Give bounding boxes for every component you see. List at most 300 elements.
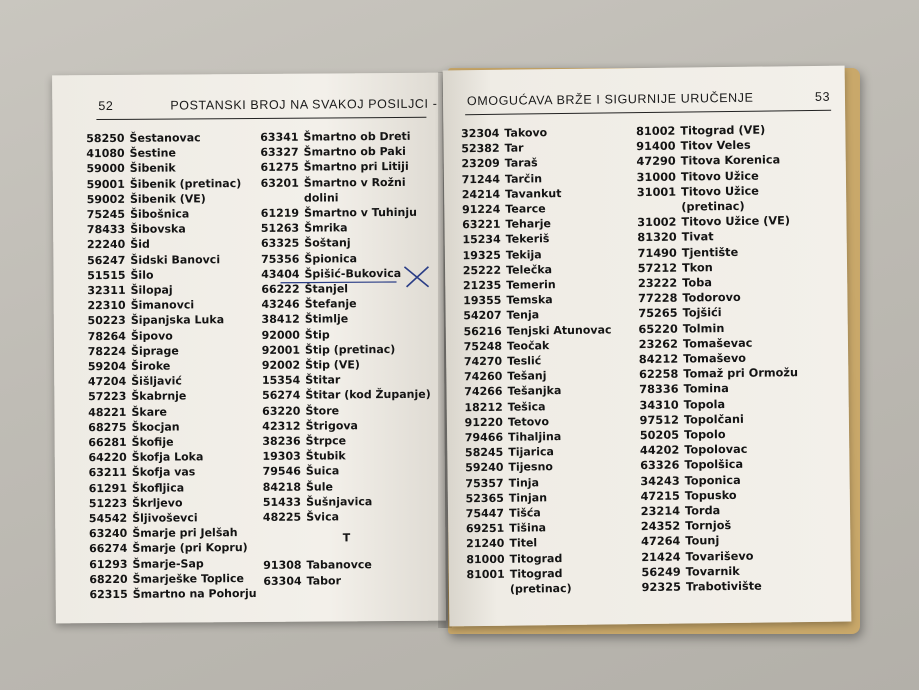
- postal-code: 68275: [88, 420, 127, 434]
- postal-code: [465, 582, 505, 598]
- postal-code: 92325: [641, 580, 682, 595]
- postal-code: 54542: [88, 511, 128, 526]
- postal-code: 63326: [640, 459, 680, 473]
- postal-code: 31002: [637, 215, 677, 230]
- postal-code: 75356: [261, 252, 300, 266]
- postal-code: 19303: [262, 449, 301, 464]
- postal-code: 61293: [89, 557, 128, 571]
- place-name: Toponica: [684, 473, 741, 488]
- place-name: Tišina: [509, 521, 547, 535]
- list-item: [87, 480, 256, 496]
- place-name: (pretinac): [681, 199, 745, 214]
- list-item: [87, 525, 256, 541]
- postal-code: 18212: [464, 400, 503, 414]
- postal-code: 25222: [462, 263, 502, 278]
- place-name: Teharje: [505, 217, 552, 231]
- place-name: Trabotivište: [685, 579, 762, 594]
- place-name: Tetovo: [507, 415, 550, 429]
- place-name: Titograd: [509, 551, 563, 566]
- list-item: [84, 130, 253, 146]
- place-name: Temska: [506, 293, 553, 307]
- postal-code: 22310: [87, 299, 126, 313]
- postal-code: 22240: [86, 238, 126, 252]
- postal-code: 52382: [461, 141, 500, 156]
- list-item: [260, 342, 430, 358]
- list-item: [87, 510, 256, 526]
- place-name: Štrpce: [305, 434, 347, 448]
- place-name: Tenja: [506, 308, 540, 323]
- postal-code: 75265: [638, 307, 678, 321]
- place-name: Šibenik (VE): [129, 192, 206, 206]
- section-letter: T: [342, 531, 351, 545]
- place-name: Štanjel: [304, 282, 349, 296]
- left-page: [52, 73, 446, 624]
- postal-code: 91400: [636, 139, 676, 154]
- place-name: Šmartno ob Dreti: [303, 129, 411, 144]
- place-name: Šmartno v Rožni: [303, 175, 406, 190]
- postal-code: 63341: [260, 130, 299, 144]
- postal-code: 84212: [638, 352, 679, 367]
- place-name: Šipanjska Luka: [130, 313, 225, 328]
- left-page-header: POSTANSKI BROJ NA SVAKOJ POSILJCI -: [170, 96, 438, 113]
- postal-code: 63327: [260, 145, 299, 160]
- place-name: Tešanjka: [507, 384, 562, 399]
- list-item: [460, 200, 610, 217]
- place-name: Šimanovci: [130, 298, 195, 313]
- list-item: [463, 398, 613, 415]
- postal-code: 24214: [461, 187, 501, 202]
- postal-code: 31000: [636, 170, 677, 184]
- left-page-number: 52: [98, 98, 114, 114]
- list-item: [86, 358, 255, 374]
- place-name: Štitar: [305, 373, 341, 387]
- postal-code: 21240: [466, 537, 505, 551]
- list-item: [260, 311, 430, 327]
- postal-code: 81002: [635, 124, 676, 139]
- postal-code: 81320: [637, 231, 677, 245]
- place-name: Tekeriš: [505, 232, 550, 247]
- list-item: [86, 328, 255, 344]
- postal-code: 42312: [262, 419, 301, 433]
- place-name: Šišljavić: [131, 374, 182, 389]
- place-name: Tomina: [683, 382, 729, 397]
- place-name: Špionica: [304, 251, 358, 266]
- place-name: Tearce: [505, 202, 546, 216]
- place-name: Tounj: [685, 534, 720, 549]
- postal-code: 92000: [261, 328, 300, 342]
- place-name: Štefanje: [304, 297, 357, 311]
- place-name: Šuica: [305, 464, 340, 479]
- postal-code: 32311: [87, 283, 126, 298]
- postal-code: 66222: [261, 282, 300, 296]
- place-name: Škabrnje: [131, 389, 187, 404]
- place-name: Tešanj: [507, 369, 547, 383]
- postal-code: 23222: [637, 276, 678, 291]
- postal-code: 56274: [262, 389, 301, 403]
- place-name: Šibošnica: [130, 207, 190, 221]
- postal-code: 63304: [263, 574, 302, 588]
- place-name: Tovariševo: [685, 549, 754, 564]
- list-item: [460, 155, 610, 172]
- place-name: Tarčin: [504, 171, 543, 186]
- postal-code: 59240: [465, 461, 504, 475]
- list-item: [260, 326, 430, 342]
- place-name: Tolmin: [682, 321, 725, 336]
- postal-code: 77228: [638, 291, 678, 306]
- place-name: Titovo Užice (VE): [681, 214, 791, 229]
- postal-code: 47264: [641, 535, 681, 549]
- postal-code: 38236: [262, 434, 301, 448]
- list-item: [85, 236, 254, 252]
- place-name: Titovo Užice: [680, 169, 759, 184]
- postal-code: 48221: [88, 405, 127, 419]
- place-name: dolini: [303, 191, 339, 205]
- place-name: Štimlje: [304, 312, 349, 327]
- list-item: [85, 145, 254, 161]
- left-column-1: [84, 130, 256, 602]
- list-item: [261, 463, 431, 479]
- place-name: Titovo Užice: [681, 184, 759, 199]
- place-name: Tenjski Atunovac: [506, 323, 612, 338]
- right-column-2: [635, 122, 800, 595]
- right-header-rule: [465, 110, 831, 115]
- left-column-2: [258, 129, 432, 589]
- place-name: Šmarje (pri Kopru): [132, 541, 248, 556]
- place-name: Topolovac: [684, 443, 748, 457]
- postal-code: 79466: [464, 430, 504, 445]
- list-item: [86, 343, 255, 359]
- postal-code: 44202: [639, 443, 680, 458]
- list-item: [86, 373, 255, 389]
- postal-code: 43246: [261, 297, 300, 312]
- postal-code: 63221: [462, 217, 501, 232]
- place-name: Tijesno: [508, 460, 554, 475]
- right-page: [443, 66, 852, 627]
- list-item: [636, 153, 796, 170]
- postal-code: 71244: [461, 172, 501, 186]
- list-item: [86, 388, 255, 404]
- place-name: Šmarje pri Jelšah: [132, 526, 238, 541]
- place-name: Tornjoš: [685, 519, 732, 533]
- postal-code: 71490: [637, 246, 677, 260]
- list-item: [87, 464, 256, 480]
- postal-code: 56247: [87, 253, 126, 267]
- place-name: Temerin: [506, 278, 556, 292]
- place-name: Tkon: [681, 261, 713, 275]
- list-item: [88, 571, 257, 587]
- list-item: [85, 206, 254, 222]
- list-item: [85, 252, 254, 268]
- place-name: Tabanovce: [306, 558, 372, 573]
- postal-code: 59204: [87, 359, 127, 374]
- place-name: Šidski Banovci: [130, 252, 221, 267]
- postal-code: 92001: [261, 343, 301, 357]
- place-name: Tomaševo: [683, 351, 747, 366]
- postal-code: 63325: [260, 237, 300, 251]
- postal-code: 69251: [465, 522, 505, 536]
- place-name: Švica: [306, 510, 340, 524]
- place-name: Škofije: [131, 435, 174, 449]
- postal-code: 59002: [86, 192, 126, 206]
- place-name: Toba: [682, 276, 712, 290]
- place-name: Tabor: [306, 574, 342, 588]
- place-name: Škofljica: [131, 481, 185, 495]
- postal-code: 41080: [86, 147, 125, 161]
- postal-code: 63220: [262, 404, 301, 418]
- list-item: [260, 402, 430, 418]
- place-name: Tišća: [508, 506, 541, 520]
- place-name: Šmartno v Tuhinju: [304, 205, 417, 220]
- place-name: Tojšići: [682, 306, 722, 320]
- place-name: Todorovo: [682, 291, 741, 305]
- place-name: Šmartno pri Litiji: [303, 160, 409, 175]
- postal-code: 61219: [260, 206, 300, 220]
- place-name: Škofja vas: [131, 465, 196, 480]
- list-item: [261, 494, 431, 510]
- postal-code: 59001: [86, 177, 125, 191]
- list-item: [88, 586, 257, 602]
- place-name: Topolčani: [683, 412, 744, 427]
- postal-code: 57212: [637, 261, 678, 275]
- postal-code: 32304: [461, 126, 500, 141]
- postal-code: 52365: [465, 491, 504, 506]
- place-name: Teočak: [506, 339, 550, 353]
- postal-code: 51515: [87, 268, 126, 282]
- place-name: Štore: [305, 404, 340, 418]
- place-name: Telečka: [505, 262, 553, 277]
- left-header-rule: [96, 117, 426, 120]
- list-item: [260, 372, 430, 388]
- underline-mark: [281, 282, 397, 283]
- postal-code: 51263: [260, 221, 300, 236]
- list-item: [465, 581, 615, 598]
- place-name: Topolo: [684, 428, 726, 442]
- postal-code: 31001: [636, 185, 677, 199]
- place-name: Štip (VE): [305, 358, 360, 372]
- place-name: Šilo: [130, 268, 154, 282]
- postal-code: 48225: [262, 510, 302, 524]
- place-name: Tekija: [505, 247, 542, 262]
- place-name: Škocjan: [131, 420, 180, 434]
- place-name: Tinjan: [508, 491, 548, 505]
- postal-code: 75357: [465, 476, 504, 490]
- place-name: Titov Veles: [680, 138, 751, 153]
- list-item: [87, 540, 256, 556]
- postal-code: 23262: [638, 337, 679, 351]
- postal-code: 19325: [462, 248, 501, 262]
- postal-code: 81000: [466, 552, 505, 566]
- list-item: [259, 205, 429, 221]
- postal-code: 58245: [464, 446, 504, 460]
- place-name: Tivat: [681, 230, 714, 244]
- postal-code: 24352: [640, 519, 681, 534]
- place-name: Špišić-Bukovica: [304, 266, 402, 281]
- place-name: Topusko: [684, 488, 737, 503]
- postal-code: 79546: [262, 465, 301, 479]
- place-name: Šule: [305, 480, 333, 494]
- list-item: [86, 312, 255, 328]
- place-name: Šestanovac: [129, 131, 201, 145]
- place-name: Titel: [509, 536, 538, 551]
- postal-code: 62258: [638, 367, 679, 382]
- list-item: [260, 296, 430, 312]
- place-name: Topola: [683, 397, 726, 412]
- list-item: [258, 129, 428, 145]
- place-name: Šmarje-Sap: [132, 557, 204, 571]
- list-item: [462, 322, 612, 339]
- list-item: [259, 144, 429, 160]
- postal-code: 78336: [639, 383, 679, 397]
- postal-code: 34310: [639, 398, 679, 412]
- list-item: [259, 174, 429, 190]
- postal-code: 64220: [88, 451, 127, 465]
- place-name: Topolšica: [684, 458, 744, 473]
- list-item: [463, 413, 613, 430]
- postal-code: 56216: [463, 324, 502, 338]
- postal-code: 66274: [89, 542, 128, 556]
- postal-code: 51433: [262, 495, 302, 509]
- list-item: [638, 365, 798, 382]
- list-item: [262, 572, 432, 588]
- place-name: Šiprage: [130, 344, 179, 358]
- postal-code: 23209: [461, 157, 500, 171]
- place-name: Štubik: [305, 449, 346, 463]
- place-name: Tijarica: [508, 445, 554, 459]
- postal-code: 91308: [263, 559, 302, 573]
- list-item: [87, 495, 256, 511]
- postal-code: 91224: [461, 202, 501, 217]
- right-column-1: [459, 124, 614, 597]
- place-name: Tešica: [507, 399, 546, 414]
- postal-code: 81001: [466, 567, 505, 582]
- list-item: [259, 235, 429, 251]
- postal-code: 47215: [640, 489, 680, 503]
- postal-code: 65220: [638, 322, 678, 336]
- postal-code: 66281: [88, 435, 127, 450]
- place-name: Škrljevo: [132, 496, 183, 510]
- right-page-header: OMOGUĆAVA BRŽE I SIGURNIJE URUČENJE: [466, 90, 754, 109]
- place-name: Štip: [304, 328, 330, 342]
- place-name: Šestine: [129, 146, 176, 161]
- postal-code: 74260: [464, 370, 503, 384]
- postal-code: 78264: [87, 329, 126, 343]
- list-item: [86, 297, 255, 313]
- place-name: (pretinac): [509, 582, 572, 596]
- postal-code: 63211: [88, 466, 127, 480]
- postal-code: 54207: [463, 309, 502, 323]
- place-name: Šmarješke Toplice: [132, 571, 244, 586]
- list-item: [261, 448, 431, 464]
- postal-code: 47204: [87, 375, 127, 389]
- list-item: [259, 220, 429, 236]
- place-name: Tinja: [508, 476, 540, 490]
- list-item: [261, 509, 431, 525]
- postal-code: 74266: [464, 385, 503, 399]
- postal-code: 84218: [262, 480, 302, 494]
- list-item: [85, 160, 254, 176]
- open-booklet: [48, 62, 860, 634]
- place-name: Titograd: [509, 566, 563, 581]
- postal-code: 78224: [87, 344, 127, 358]
- handwritten-annotation: [278, 261, 446, 292]
- list-item: [87, 556, 256, 572]
- place-name: Taraš: [504, 156, 538, 171]
- right-page-number: 53: [814, 89, 831, 104]
- postal-code: 19355: [463, 294, 502, 308]
- place-name: Titograd (VE): [680, 123, 766, 138]
- postal-code: 56249: [641, 565, 681, 579]
- list-item: [85, 191, 254, 207]
- postal-code: 75447: [465, 506, 505, 521]
- postal-code: 62315: [89, 587, 128, 602]
- list-item: [85, 221, 254, 237]
- list-item: [259, 159, 429, 175]
- place-name: Teslić: [507, 354, 542, 368]
- list-item: [86, 282, 255, 298]
- list-item: [85, 267, 254, 283]
- place-name: Štip (pretinac): [304, 342, 396, 357]
- postal-code: 97512: [639, 413, 679, 427]
- postal-code: 38412: [261, 313, 300, 327]
- list-item: [641, 578, 801, 595]
- list-item: [460, 185, 610, 202]
- place-name: Torda: [684, 504, 721, 518]
- postal-code: 34243: [640, 474, 680, 488]
- place-name: Šibenik (pretinac): [129, 176, 242, 191]
- postal-code: 15234: [462, 233, 501, 247]
- postal-code: 61275: [260, 161, 299, 175]
- postal-code: [259, 190, 299, 205]
- place-name: Šid: [130, 238, 150, 252]
- postal-code: 57223: [88, 390, 127, 404]
- place-name: Tar: [504, 141, 524, 155]
- place-name: Šoštanj: [304, 236, 351, 251]
- place-name: Štitar (kod Županje): [305, 388, 431, 403]
- list-item: [87, 449, 256, 465]
- postal-code: 68220: [89, 572, 128, 587]
- postal-code: 15354: [261, 373, 301, 388]
- postal-code: 75245: [86, 207, 126, 222]
- postal-code: 50223: [87, 314, 126, 328]
- place-name: Takovo: [504, 126, 548, 140]
- place-name: Tomaž pri Ormožu: [683, 366, 799, 381]
- place-name: Tovarnik: [685, 564, 740, 579]
- place-name: Titova Korenica: [680, 153, 781, 168]
- list-item: [636, 213, 796, 230]
- list-item: [86, 404, 255, 420]
- postal-code: 59000: [86, 162, 125, 176]
- postal-code: 21235: [462, 278, 502, 293]
- place-name: Šmartno ob Paki: [303, 145, 406, 159]
- list-item: [462, 383, 612, 400]
- list-item: [460, 170, 610, 187]
- place-name: Škare: [131, 405, 168, 419]
- place-name: Tjentište: [681, 245, 739, 260]
- postal-code: 91220: [464, 415, 503, 430]
- list-item: [261, 478, 431, 494]
- postal-code: 47290: [636, 155, 676, 169]
- place-name: Tomaševac: [682, 336, 753, 351]
- place-name: Šljivoševci: [132, 511, 198, 525]
- list-item: [260, 387, 430, 403]
- list-item: [260, 357, 430, 373]
- postal-code: 21424: [641, 550, 681, 564]
- postal-code: 92002: [261, 358, 301, 372]
- place-name: Tavankut: [505, 186, 562, 201]
- place-name: Škofja Loka: [131, 450, 204, 465]
- postal-code: 63240: [88, 527, 128, 541]
- cross-mark: [404, 267, 428, 287]
